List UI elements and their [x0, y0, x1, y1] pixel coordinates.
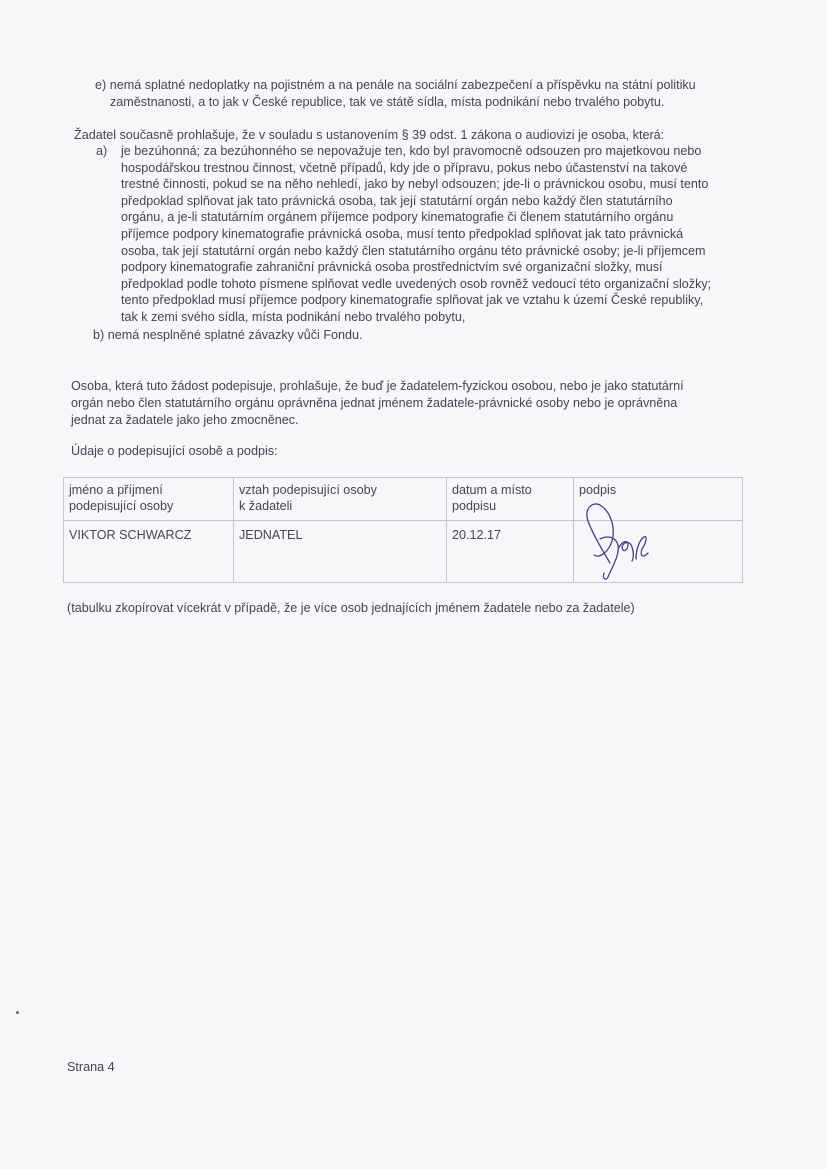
item-a-line: podpory kinematografie zahraniční právnická osoba prostřednictvím své organizační složky, musí — [121, 260, 663, 275]
item-a-label: a) — [96, 144, 108, 158]
item-a-line: předpoklad podle tohoto písmene splňovat vedle uvedených osob rovněž vedoucí této organizační složky; — [121, 276, 712, 291]
item-e — [95, 77, 696, 110]
signer-declaration — [71, 378, 684, 429]
item-a-line: předpoklad splňovat jak tato právnická osoba, tak její statutární orgán nebo každý člen statutárního — [121, 193, 673, 208]
header-date-line: datum a místo — [452, 483, 532, 497]
item-e-line-2: zaměstnanosti, a to jak v České republice, tak ve státě sídla, místa podnikání nebo trvalého pobytu. — [110, 94, 665, 109]
item-a-line: trestné činnosti, pokud se na něho nehledí, jako by nebyl odsouzen; jde-li o právnickou osobu, musí tento — [121, 177, 709, 192]
header-name — [64, 478, 234, 521]
header-relation-line: k žadateli — [239, 499, 293, 513]
signer-declaration-line: jednat za žadatele jako jeho zmocněnec. — [71, 413, 299, 427]
item-a-line: orgánu, a je-li statutárním orgánem příjemce podpory kinematografie či členem statutárního orgánu — [121, 210, 674, 225]
signer-details-label: Údaje o podepisující osobě a podpis: — [71, 444, 278, 458]
header-name-line: podepisující osoby — [69, 499, 174, 513]
header-signature-line: podpis — [579, 483, 617, 497]
cell-date: 20.12.17 — [447, 521, 574, 583]
header-relation-line: vztah podepisující osoby — [239, 483, 377, 497]
header-relation — [234, 478, 447, 521]
handwritten-signature — [582, 493, 662, 583]
signer-declaration-line: orgán nebo člen statutárního orgánu oprávněna jednat jménem žadatele-právnické osoby nebo je oprávněna — [71, 396, 678, 410]
item-b: b) nemá nesplněné splatné závazky vůči Fondu. — [93, 328, 363, 342]
header-date-line: podpisu — [452, 499, 497, 513]
header-name-line: jméno a příjmení — [69, 483, 163, 497]
item-a-line: tento předpoklad musí příjemce podpory kinematografie splňovat jak ve vztahu k území České republiky, — [121, 293, 704, 308]
item-a-line: osoba, tak její statutární orgán nebo každý člen statutárního orgánu této právnické osoby; je-li příjemcem — [121, 243, 706, 258]
item-a-line: je bezúhonná; za bezúhonného se nepovažuje ten, kdo byl pravomocně odsouzen pro majetkovou nebo — [121, 144, 702, 158]
copy-table-note: (tabulku zkopírovat vícekrát v případě, že je více osob jednajících jménem žadatele nebo za žadatele) — [67, 601, 635, 615]
item-a-line: hospodářskou trestnou činnost, včetně případů, kdy jde o přípravu, pokus nebo účastenství na takové — [121, 160, 688, 175]
item-a-line: tak k zemi svého sídla, místa podnikání nebo trvalého pobytu, — [121, 309, 466, 324]
cell-relation: JEDNATEL — [234, 521, 447, 583]
item-a-line: příjemce podpory kinematografie právnická osoba, musí tento předpoklad splňovat jak tato právnická — [121, 226, 684, 241]
item-a-text — [121, 143, 711, 326]
declaration-intro: Žadatel současně prohlašuje, že v souladu s ustanovením § 39 odst. 1 zákona o audiovizi je osoba, která: — [74, 128, 665, 142]
cell-name: VIKTOR SCHWARCZ — [64, 521, 234, 583]
header-date — [447, 478, 574, 521]
scan-speck — [16, 1011, 19, 1014]
item-e-line-1: e) nemá splatné nedoplatky na pojistném a na penále na sociální zabezpečení a příspěvku na státní politiku — [95, 78, 696, 92]
page-number: Strana 4 — [67, 1060, 115, 1074]
signer-declaration-line: Osoba, která tuto žádost podepisuje, prohlašuje, že buď je žadatelem-fyzickou osobou, nebo je jako statutární — [71, 379, 684, 393]
